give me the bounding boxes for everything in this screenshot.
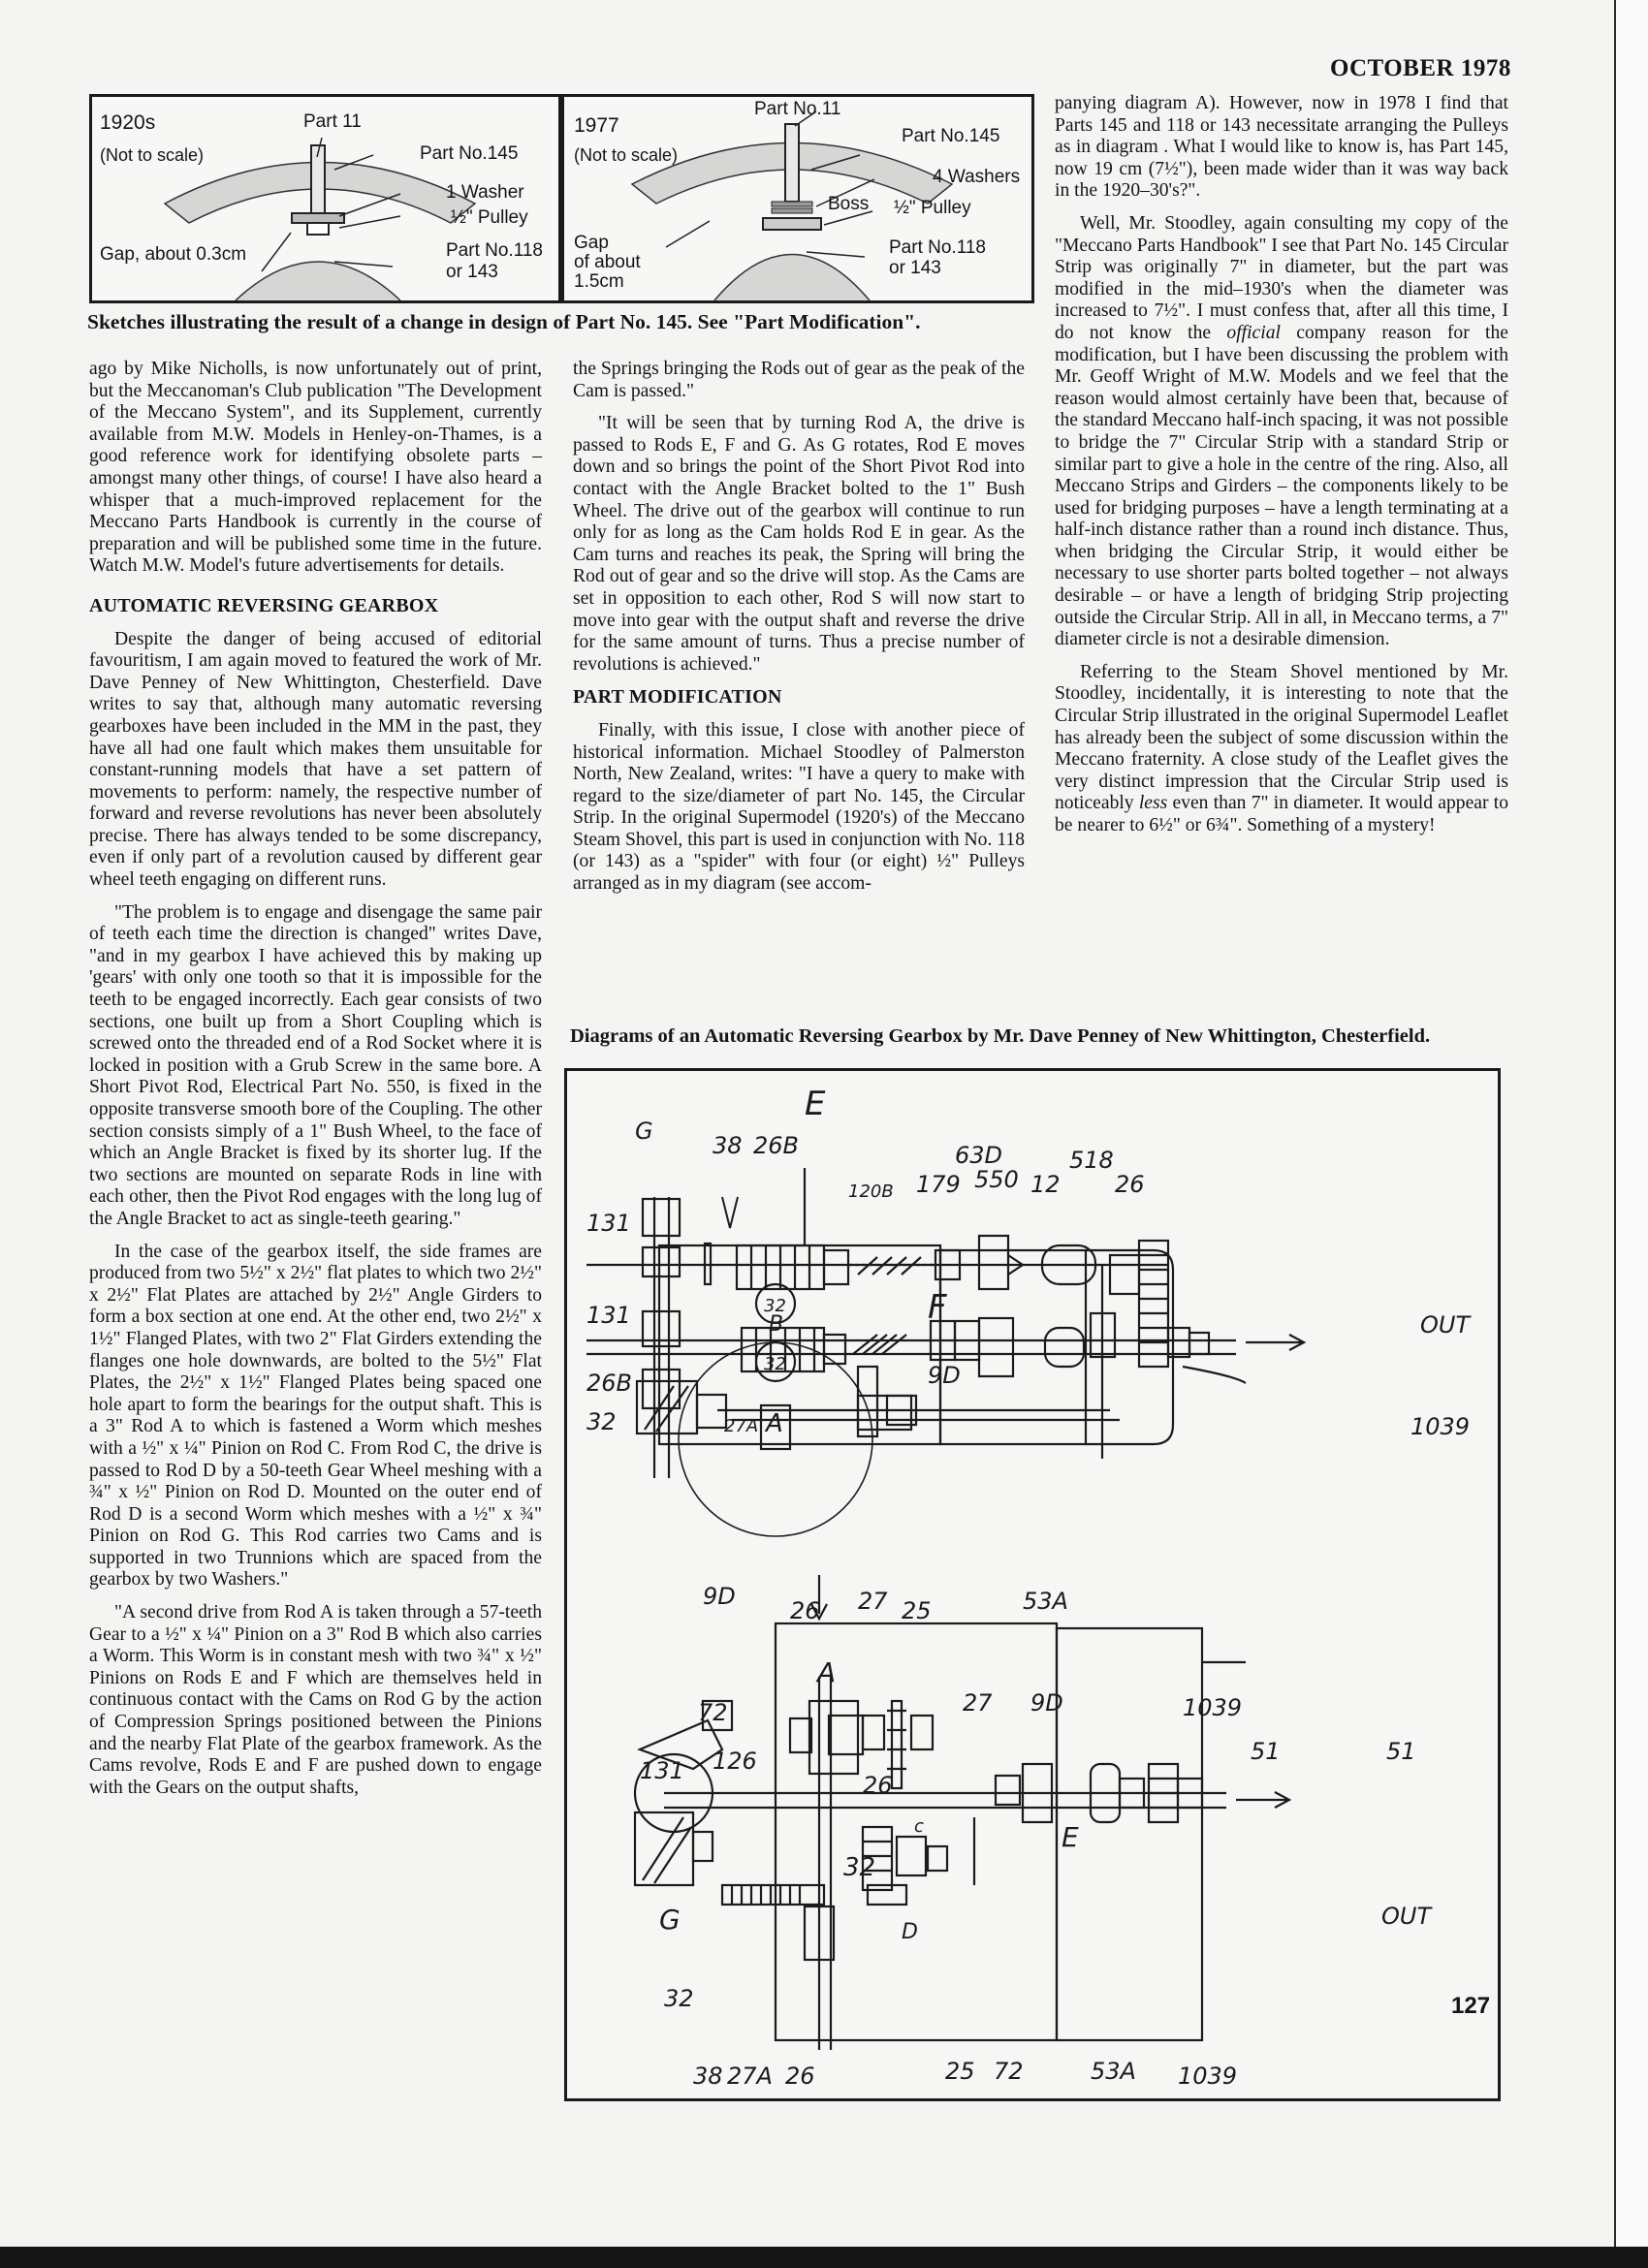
paragraph: In the case of the gearbox itself, the side frames are produced from two 5½" x 2½" flat plates to which two 2½" x 2½" Flat Plates are attached by 2½" Angle Girders to form a box section at one end. At the other end, two 2½" x 1½" Flanged Plates, with two 2" Flat Girders extending the flanges one hole downwards, are bolted to the 5½" Flat Plates, the 2½" x 1½" Flanged Plates being spaced one hole apart to form the bearings for the output shaft. This is a 3" Rod A to which is fastened a Worm which meshes with a ½" x ¼" Pinion on Rod C. From Rod C, the drive is passed to Rod D by a 50-teeth Gear Wheel meshing with a ¾" x ½" Pinion on Rod D. Mounted on the outer end of Rod D is a second Worm which meshes with a ½" x ¾" Pinion on Rod G. This Rod carries two Cams and is supported in two Trunnions which are spaced from the gearbox by two Washers." [89,1241,542,1591]
lbl-26B-b: 26B [586,1370,633,1397]
lbl-9D-bottom: 9D [1030,1689,1063,1717]
lbl-E-bottom: E [1062,1821,1079,1853]
lbl-32-b: 32 [764,1354,786,1374]
lbl-1039-bottom-b: 1039 [1178,2063,1238,2090]
sketch-caption: Sketches illustrating the result of a change in design of Part No. 145. See "Part Modification". [87,310,921,333]
lbl-G-bottom: G [659,1904,681,1936]
lbl-38-bottom: 38 [693,2063,723,2090]
lbl-27: 27 [858,1588,888,1615]
lbl-F: F [928,1288,947,1327]
label-gap: Gap, about 0.3cm [100,244,247,265]
lbl-26-b: 26 [790,1597,820,1624]
label-pulley: ½" Pulley [451,207,528,228]
text-run: company reason for the modification, but I have been discussing the problem with Mr. Geoff Wright of M.W. Models and we feel that the reason would almost certainly have been that, because of the standard Meccano half-inch spacing, it was not possible to bridge the 7" Circular Strip with a standard Strip or similar part to give a hole in the centre of the ring. Also, all Meccano Strips and Girders – the components likely to be used for bridging purposes – have a length terminating at a half-inch distance rather than a round inch distance. Thus, when bridging the Circular Strip, it would either be necessary to use shorter parts bolted together – not always desirable – or have a length of bridging Strip projecting outside the Circular Strip. All in all, in Meccano terms, a 7" diameter circle is not a desirable dimension. [1055,322,1508,650]
lbl-27A-bottom: 27A [727,2063,773,2090]
lbl-A-bottom: A [817,1656,837,1688]
lbl-51-b: 51 [1386,1738,1416,1765]
text-run: Well, Mr. Stoodley, again consulting my copy of the "Meccano Parts Handbook" I see that Part No. 145 Circular Strip was originally 7" in diameter, but the part was modified in the mid–1930's when the diameter was increased to 7½". I must confess that, after all this time, I do not know the [1055,212,1508,343]
issue-date: OCTOBER 1978 [1330,55,1511,81]
lbl-E-top: E [805,1085,826,1123]
sketch-1920s [89,94,561,303]
lbl-131-a: 131 [586,1210,631,1237]
lbl-550: 550 [974,1166,1019,1193]
label-or143: or 143 [446,262,498,282]
paragraph: Finally, with this issue, I close with another piece of historical information. Michael Stoodley of Palmerston North, New Zealand, writes: "I have a query to make with regard to the size/diameter of part No. 145, the Circular Strip. In the original Supermodel (1920's) of the Meccano Steam Shovel, this part is used in conjunction with No. 118 (or 143) as a "spider" with four (or eight) ½" Pulleys arranged as in my diagram (see accom- [573,719,1025,895]
lbl-32-bottom-b: 32 [664,1985,694,2012]
gearbox-diagram [564,1068,1501,2101]
lbl-26: 26 [1115,1171,1145,1198]
lbl-38: 38 [713,1132,743,1159]
lbl-D: D [902,1920,918,1944]
paragraph: "The problem is to engage and disengage the same pair of teeth each time the direction is changed" writes Dave, "and in my gearbox I have achieved this by making up 'gears' with only one tooth so that it is impossible for the teeth to be engaged incorrectly. Each gear consists of two sections, one built up from a Short Coupling which is screwed onto the threaded end of a Rod Socket where it is locked in position with a Grub Screw in the same bore. A Short Pivot Rod, Electrical Part No. 550, is fixed in the opposite transverse smooth bore of the Coupling. The other section consists simply of a 1" Bush Wheel, to the face of which an Angle Bracket is fixed by its shorter lug. If the two sections are mounted on separate Rods in line with each other, then the Pivot Rod engages with the long lug of the Angle Bracket to act as single-teeth gearing." [89,901,542,1229]
lbl-51-a: 51 [1251,1738,1281,1765]
label-gap-1977-c: 1.5cm [574,271,624,292]
lbl-53A: 53A [1023,1588,1068,1615]
label-pulley-1977: ½" Pulley [894,198,971,218]
lbl-518: 518 [1069,1147,1114,1174]
sketch-1977 [561,94,1034,303]
article-column-3 [1055,93,1508,848]
lbl-72: 72 [698,1699,728,1726]
lbl-c: c [914,1816,924,1837]
lbl-120B: 120B [848,1181,894,1202]
page-number: 127 [1451,1993,1491,2019]
text-run: even than 7" in diameter. It would appear to be nearer to 6½" or 6¾". Something of a mystery! [1055,793,1508,835]
paragraph: "A second drive from Rod A is taken through a 57-teeth Gear to a ½" x ¼" Pinion on a 3" Rod B which also carries a Worm. This Worm is in constant mesh with two ¾" x ½" Pinions on Rods E and F which are themselves held in continuous contact with the Cams on Rod G by the action of Compression Springs positioned between the Pinions and the nearby Flat Plate of the gearbox framework. As the Cams revolve, Rods E and F are pushed down to engage with the Gears on the output shafts, [89,1602,542,1798]
lbl-1039-bottom: 1039 [1183,1694,1243,1721]
paragraph [1055,213,1508,651]
lbl-out-bottom: OUT [1381,1903,1432,1930]
paragraph: "It will be seen that by turning Rod A, the drive is passed to Rods E, F and G. As G rotates, Rod E moves down and so brings the point of the Short Pivot Rod into contact with the Angle Bracket bolted to the 1" Bush Wheel. The drive out of the gearbox will continue to run only for as long as the Cam holds Rod E in gear. As the Cam turns and reaches its peak, the Spring will bring the Rod out of gear and so the drive will stop. As the Cams are set in opposition to each other, Rod S will now start to move into gear with the output shaft and reverse the drive for the same amount of turns. Thus a precise number of revolutions is achieved." [573,413,1025,675]
lbl-26-bottom-b: 26 [785,2063,815,2090]
lbl-9D-b: 9D [703,1583,736,1610]
lbl-131-b: 131 [586,1302,631,1329]
lbl-63D: 63D [955,1142,1003,1169]
paragraph: ago by Mike Nicholls, is now unfortunately out of print, but the Meccanoman's Club publication "The Development of the Meccano System", and its Supplement, currently available from M.W. Models in Henley-on-Thames, is a good reference work for identifying obsolete parts – amongst many other things, of course! I have also heard a whisper that a much-improved replacement for the Meccano Parts Handbook is currently in the course of preparation and will be published some time in the future. Watch M.W. Model's future advertisements for details. [89,359,542,577]
lbl-53A-bottom: 53A [1091,2058,1136,2085]
section-heading-modification: PART MODIFICATION [573,686,782,709]
label-part11-1977: Part No.11 [754,99,841,119]
label-part118-1977: Part No.118 [889,237,986,258]
lbl-179: 179 [916,1171,961,1198]
lbl-12: 12 [1030,1171,1061,1198]
sketch-1920s-scale: (Not to scale) [100,145,205,165]
gearbox-drawing [567,1071,1498,2098]
paragraph: Despite the danger of being accused of editorial favouritism, I am again moved to featured the work of Mr. Dave Penney of New Whittington, Chesterfield. Dave writes to say that, although many automatic reversing gearboxes have been included in the MM in the past, they have all had one fault which makes them unsuitable for constant-running models that have a set pattern of movements to perform: namely, the respective number of forward and reverse revolutions has never been absolutely precise. There has always tended to be some discrepancy, even if only part of a revolution caused by different gear wheel teeth engaging on different runs. [89,628,542,891]
sketch-1977-title: 1977 [574,114,619,137]
lbl-27-bottom: 27 [963,1689,993,1717]
text-run: Referring to the Steam Shovel mentioned by Mr. Stoodley, incidentally, it is interesting to note that the Circular Strip illustrated in the original Supermodel Leaflet has already been the subject of some discussion within the Meccano fraternity. A close study of the Leaflet gives the very distinct impression that the Circular Strip used is noticeably [1055,661,1508,814]
label-washers: 4 Washers [933,167,1021,187]
paragraph [1055,662,1508,837]
lbl-1039: 1039 [1410,1413,1471,1440]
label-part11: Part 11 [303,111,362,132]
lbl-9D: 9D [928,1362,961,1389]
lbl-out-top: OUT [1420,1311,1471,1339]
paragraph: the Springs bringing the Rods out of gear as the peak of the Cam is passed." [573,359,1025,401]
lbl-126: 126 [713,1748,757,1775]
label-part118: Part No.118 [446,240,543,261]
lbl-G-top: G [635,1118,653,1145]
diagram-caption: Diagrams of an Automatic Reversing Gearbox by Mr. Dave Penney of New Whittington, Chesterfield. [570,1025,1431,1047]
lbl-72-bottom: 72 [994,2058,1024,2085]
lbl-25-bottom: 25 [945,2058,975,2085]
article-column-2 [573,359,1025,906]
label-part145: Part No.145 [420,143,519,164]
lbl-26-bottom: 26 [863,1772,893,1799]
sketch-1977-scale: (Not to scale) [574,145,679,165]
emphasis: less [1138,793,1168,814]
label-or143-1977: or 143 [889,258,941,278]
label-washer: 1 Washer [446,182,524,203]
paragraph: panying diagram A). However, now in 1978 I find that Parts 145 and 118 or 143 necessitate arranging the Pulleys as in diagram . What I would like to know is, has Part 145, now 19 cm (7½"), been made wider than it was way back in the 1920–30's?". [1055,93,1508,202]
label-gap-1977-b: of about [574,252,641,272]
page-edge [1614,0,1648,2268]
label-boss: Boss [828,194,870,214]
lbl-B: B [769,1312,784,1337]
lbl-32-a: 32 [764,1296,786,1316]
emphasis: official [1226,322,1281,343]
lbl-131-bottom: 131 [640,1757,684,1784]
lbl-32-bottom: 32 [843,1853,876,1882]
lbl-27A: 27A [724,1416,759,1436]
lbl-A: A [766,1409,783,1438]
label-part145-1977: Part No.145 [902,126,1000,146]
label-gap-1977: Gap [574,233,609,253]
lbl-26B: 26B [753,1132,800,1159]
section-heading-gearbox: AUTOMATIC REVERSING GEARBOX [89,594,439,616]
lbl-32: 32 [586,1408,617,1435]
article-column-1 [89,359,542,1810]
lbl-25: 25 [902,1597,932,1624]
scan-bottom-edge [0,2247,1648,2268]
sketch-1920s-title: 1920s [100,111,156,134]
